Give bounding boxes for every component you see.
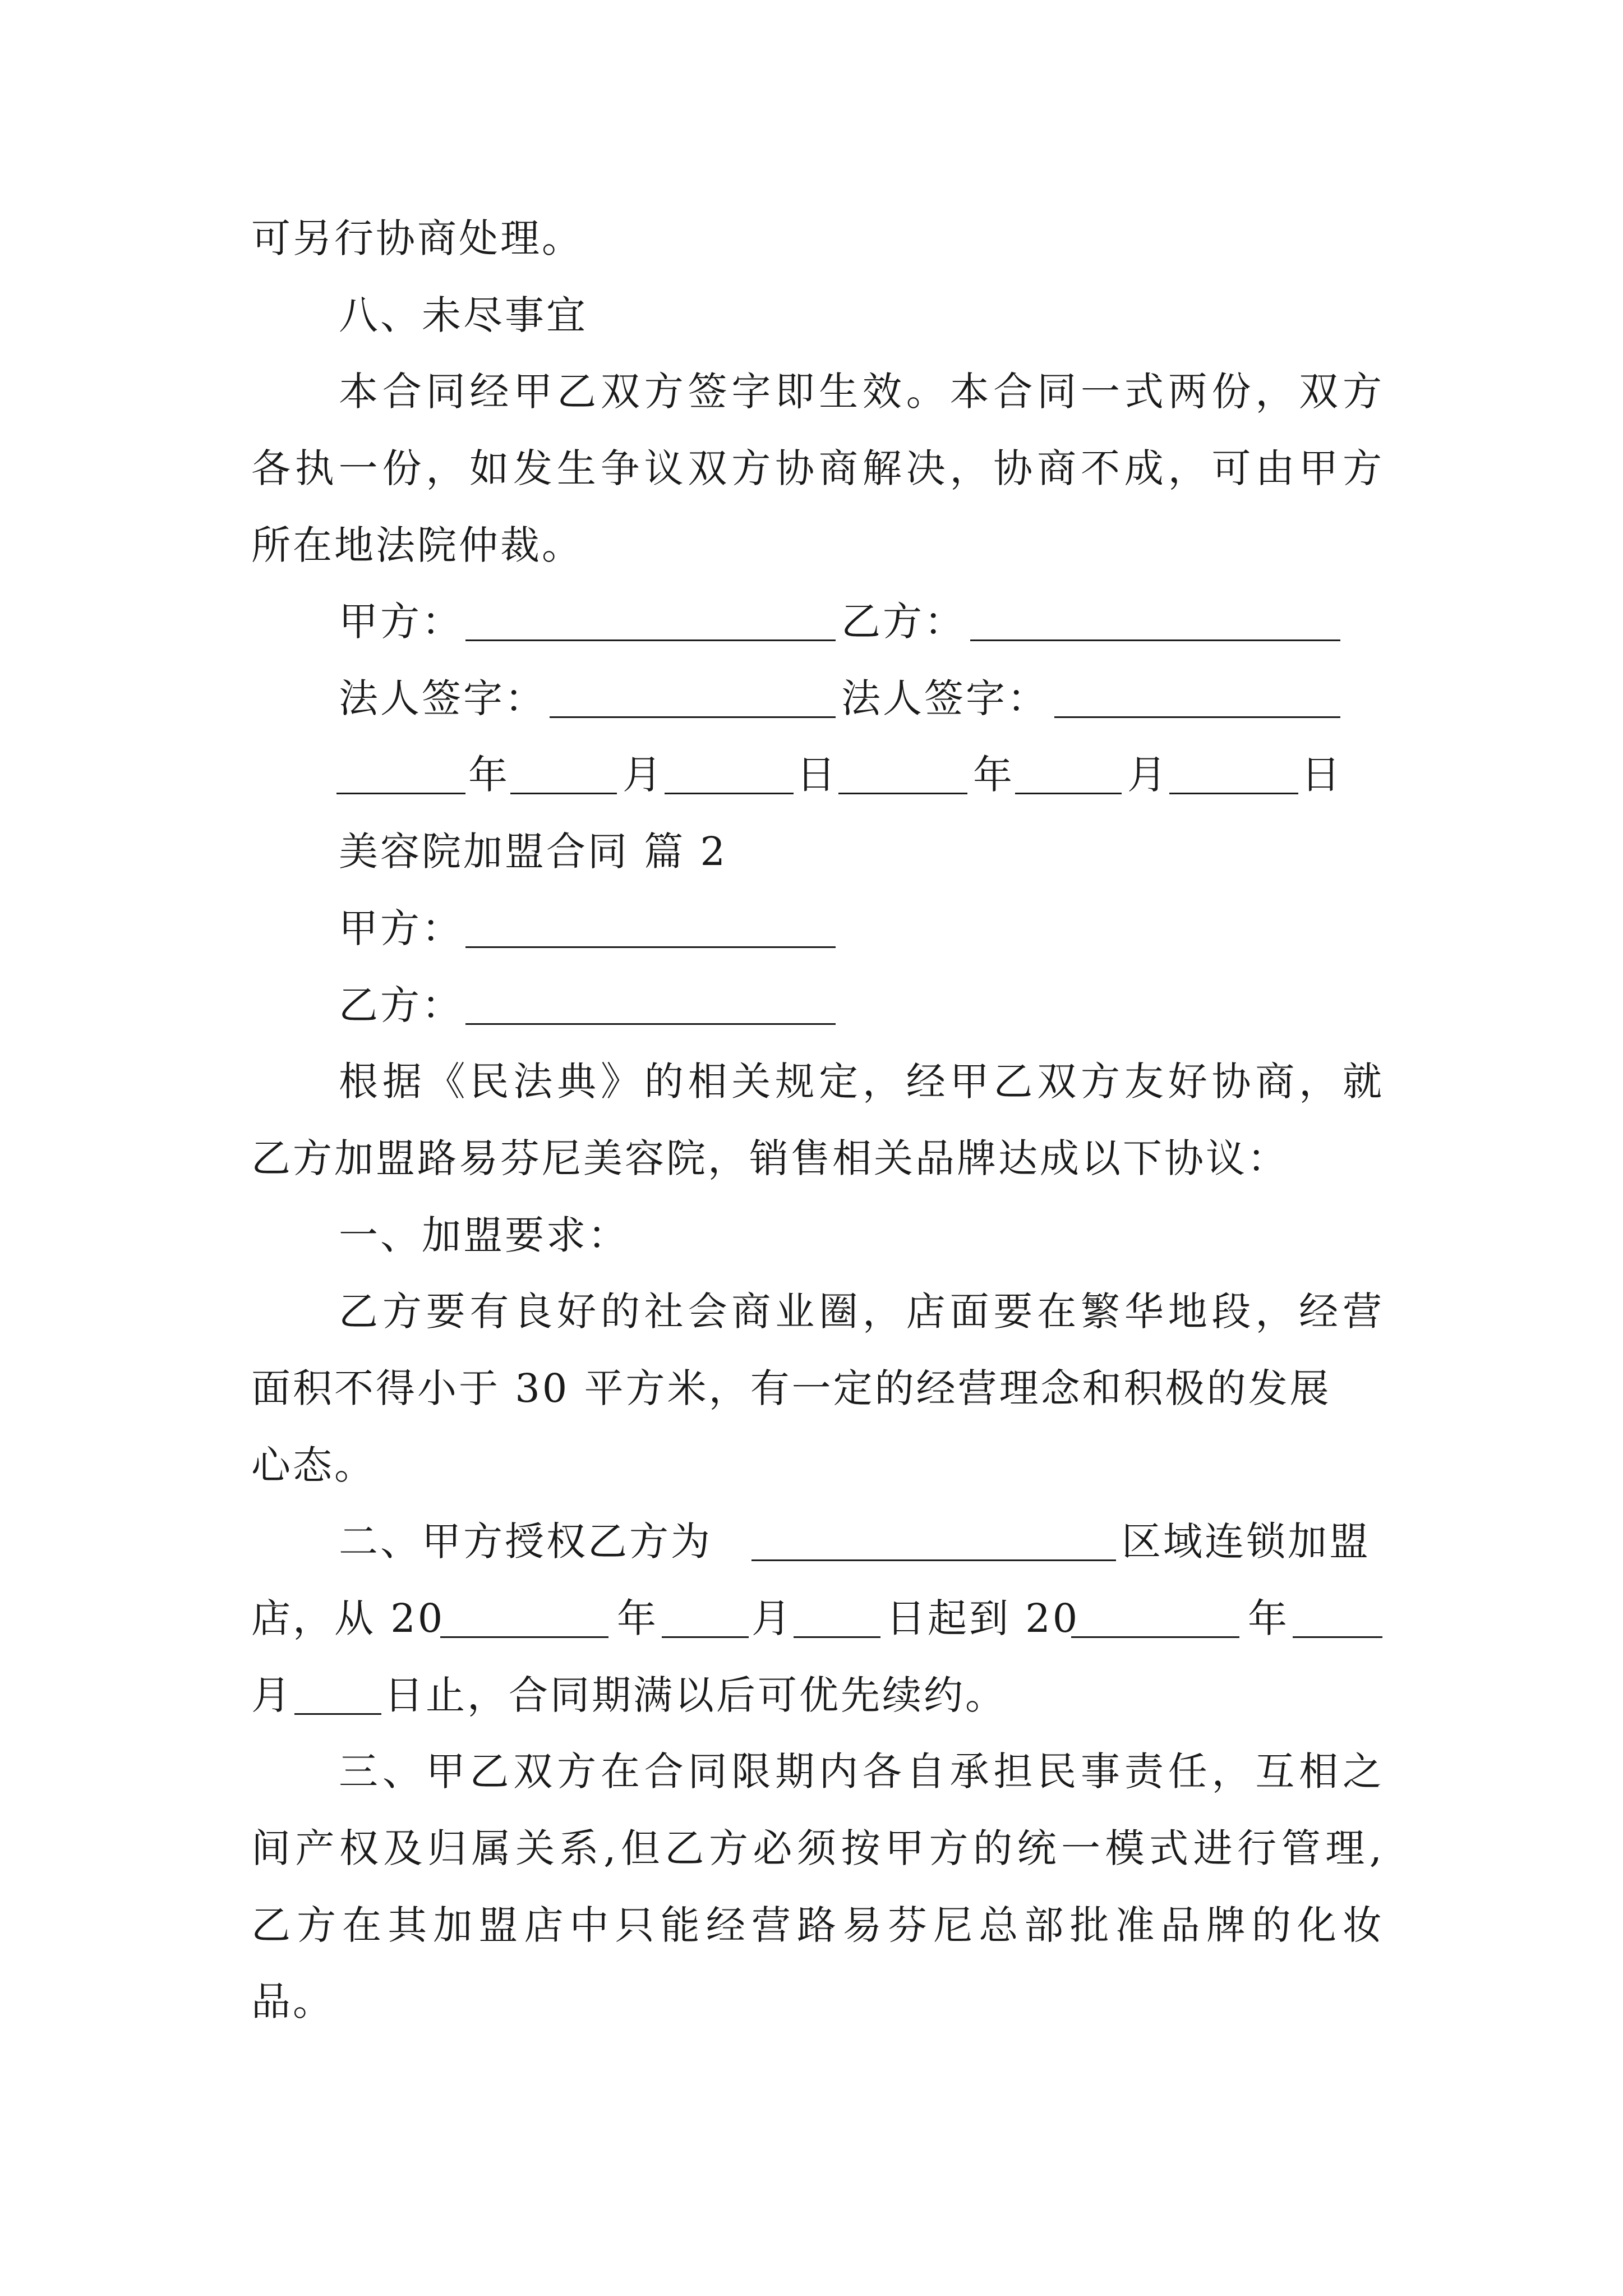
paragraph-line: 心态。 (251, 1442, 376, 1488)
s2-text-c: 店，从 20 (251, 1595, 445, 1641)
paragraph-line: 根据《民法典》的相关规定，经甲乙双方友好协商，就 (339, 1059, 1384, 1105)
s2-text-i: 日止，合同期满以后可优先续约。 (384, 1672, 1007, 1718)
year-a-label: 年 (468, 752, 510, 798)
paragraph-line: 面积不得小于 30 平方米，有一定的经营理念和积极的发展 (251, 1365, 1331, 1411)
s2-text-b: 区域连锁加盟 (1122, 1519, 1371, 1565)
s2-text-h: 月 (251, 1672, 293, 1718)
month-a-blank (510, 793, 617, 794)
section-heading: 一、加盟要求： (339, 1212, 629, 1258)
year-b-label: 年 (973, 752, 1015, 798)
paragraph-line: 乙方在其加盟店中只能经营路易芬尼总部批准品牌的化妆 (251, 1902, 1384, 1948)
part2-party-a-blank (465, 946, 836, 948)
part2-party-b-label: 乙方： (339, 982, 463, 1028)
party-b-blank (970, 639, 1340, 641)
start-month-blank (662, 1636, 749, 1638)
start-year-blank (440, 1636, 608, 1638)
paragraph-line: 品。 (251, 1978, 334, 2024)
paragraph-line: 可另行协商处理。 (251, 215, 583, 261)
day-b-label: 日 (1301, 752, 1343, 798)
paragraph-line: 乙方加盟路易芬尼美容院，销售相关品牌达成以下协议： (251, 1135, 1289, 1181)
region-blank (751, 1559, 1116, 1561)
day-b-blank (1169, 793, 1298, 794)
paragraph-line: 各执一份，如发生争议双方协商解决，协商不成，可由甲方 (251, 445, 1384, 491)
year-a-blank (336, 793, 465, 794)
month-a-label: 月 (623, 752, 664, 798)
part-title: 美容院加盟合同 篇 2 (339, 829, 728, 875)
legal-sign-a-label: 法人签字： (339, 675, 546, 721)
paragraph-line: 三、甲乙双方在合同限期内各自承担民事责任，互相之 (339, 1749, 1384, 1795)
paragraph-line: 所在地法院仲裁。 (251, 522, 583, 568)
day-a-blank (665, 793, 794, 794)
legal-sign-b-blank (1054, 716, 1340, 718)
s2-text-a: 二、甲方授权乙方为 (339, 1519, 712, 1565)
section-heading: 八、未尽事宜 (339, 292, 588, 338)
s2-text-d: 年 (617, 1595, 658, 1641)
part2-party-b-blank (465, 1023, 836, 1025)
party-a-label: 甲方： (339, 599, 463, 645)
legal-sign-b-label: 法人签字： (841, 675, 1049, 721)
end-day-blank (294, 1713, 381, 1715)
end-month-blank (1293, 1636, 1382, 1638)
party-a-blank (465, 639, 836, 641)
paragraph-line: 乙方要有良好的社会商业圈，店面要在繁华地段，经营 (339, 1289, 1384, 1335)
start-day-blank (794, 1636, 880, 1638)
s2-text-e: 月 (751, 1595, 793, 1641)
legal-sign-a-blank (550, 716, 836, 718)
paragraph-line: 本合同经甲乙双方签字即生效。本合同一式两份，双方 (339, 369, 1384, 415)
part2-party-a-label: 甲方： (339, 905, 463, 951)
s2-text-g: 年 (1248, 1595, 1289, 1641)
end-year-blank (1071, 1636, 1239, 1638)
day-a-label: 日 (796, 752, 838, 798)
month-b-label: 月 (1127, 752, 1169, 798)
paragraph-line: 间产权及归属关系,但乙方必须按甲方的统一模式进行管理, (251, 1825, 1384, 1871)
s2-text-f: 日起到 20 (886, 1595, 1080, 1641)
party-b-label: 乙方： (841, 599, 966, 645)
year-b-blank (838, 793, 967, 794)
month-b-blank (1015, 793, 1122, 794)
